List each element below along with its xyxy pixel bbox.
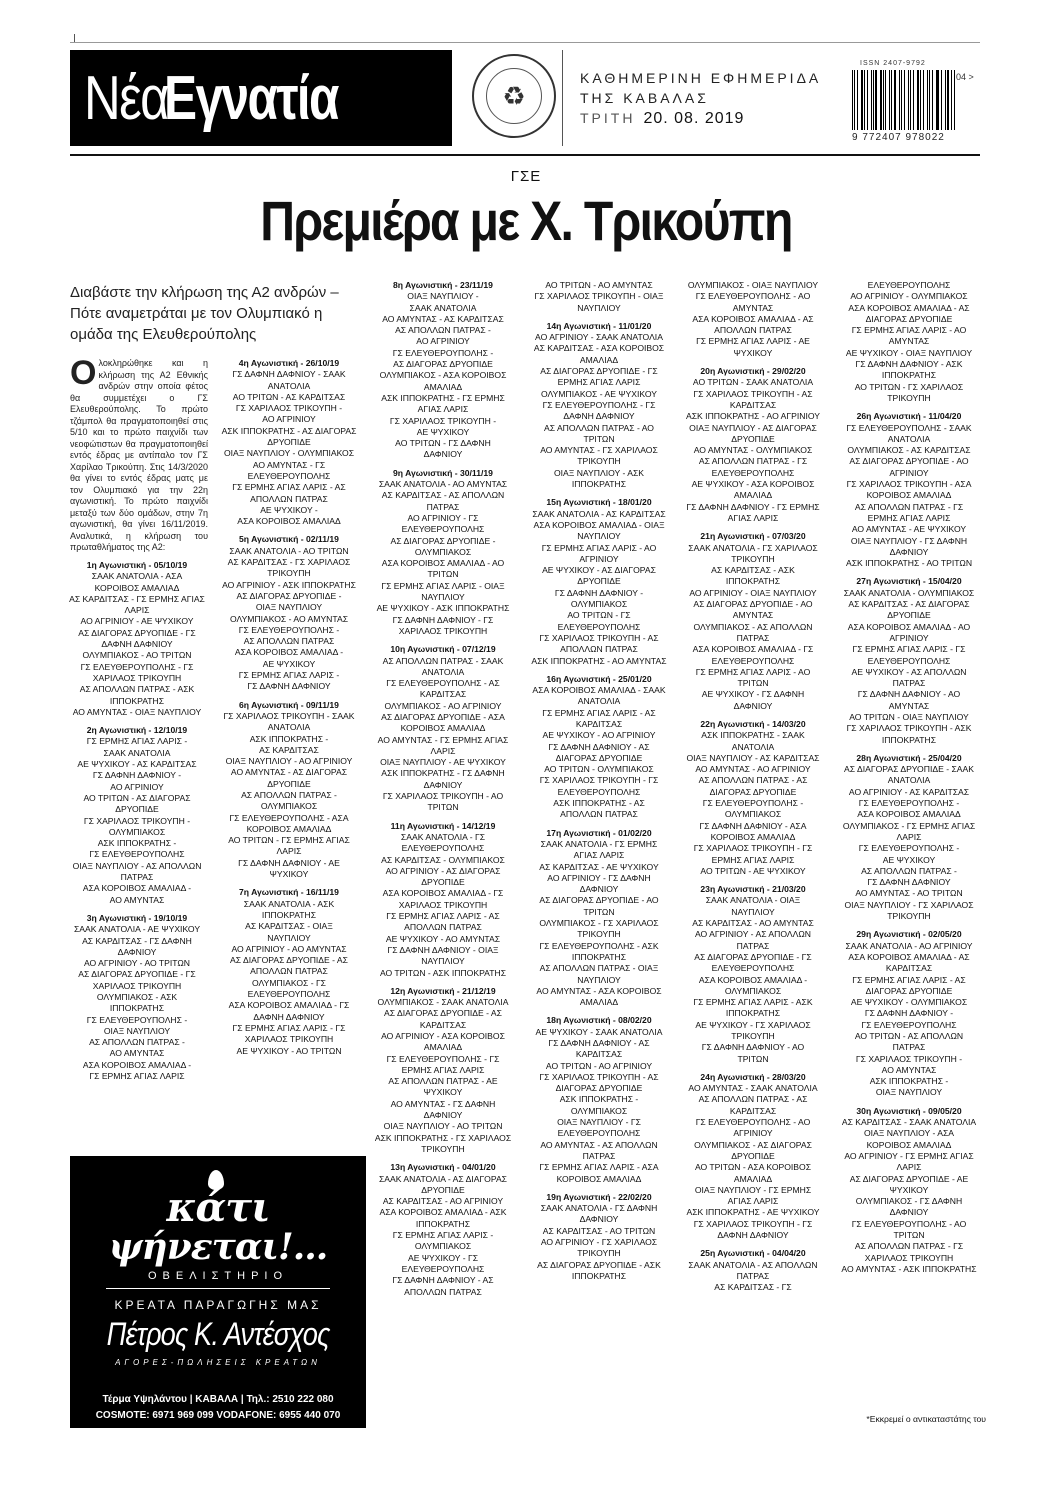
round-matches: ΟΛΥΜΠΙΑΚΟΣ - ΟΙΑΞ ΝΑΥΠΛΙΟΥ ΓΣ ΕΛΕΥΘΕΡΟΥΠΟΛΗΣ - ΑΟ ΑΜΥΝΤΑΣ ΑΣΑ ΚΟΡΟΙΒΟΣ ΑΜΑΛΙΑΔ - ΑΣ ΑΠΟΛΛΩΝ ΠΑΤΡΑΣ ΓΣ ΕΡΜΗΣ ΑΓΙΑΣ ΛΑΡΙΣ - ΑΕ ΨΥΧΙΚΟΥ [687,280,819,358]
ad-owner [70,1316,366,1353]
round-block [836,753,982,922]
barcode-stripe [852,70,853,130]
masthead-logo [70,50,452,146]
barcode-stripe [857,70,858,130]
round-block [526,674,672,821]
barcode-stripe [941,70,942,130]
round-block [64,913,210,1082]
article-dropcap: Ο [70,354,97,392]
masthead-title-bold: Εγνατία [164,63,339,133]
round-matches: ΑΣΚ ΙΠΠΟΚΡΑΤΗΣ - ΣΑΑΚ ΑΝΑΤΟΛΙΑ ΟΙΑΞ ΝΑΥΠΛΙΟΥ - ΑΣ ΚΑΡΔΙΤΣΑΣ ΑΟ ΑΜΥΝΤΑΣ - ΑΟ ΑΓΡΙΝΙΟΥ ΑΣ ΑΠΟΛΛΩΝ ΠΑΤΡΑΣ - ΑΣ ΔΙΑΓΟΡΑΣ ΔΡΥΟΠΙΔΕ ΓΣ ΕΛΕΥΘΕΡΟΥΠΟΛΗΣ - ΟΛΥΜΠΙΑΚΟΣ ΓΣ ΔΑΦΝΗ ΔΑΦΝΙΟΥ - ΑΣΑ ΚΟΡΟΙΒΟΣ ΑΜΑΛΙΑΔ ΓΣ ΧΑΡΙΛΑΟΣ ΤΡΙΚΟΥΠΗ - ΓΣ ΕΡΜΗΣ ΑΓΙΑΣ ΛΑΡΙΣ ΑΟ ΤΡΙΤΩΝ - ΑΕ ΨΥΧΙΚΟΥ [686,730,820,876]
paper-info-line1: ΚΑΘΗΜΕΡΙΝΗ ΕΦΗΜΕΡΙΔΑ [580,70,822,86]
masthead-title-light: Νέα [84,63,168,133]
round-matches: ΣΑΑΚ ΑΝΑΤΟΛΙΑ - ΓΣ ΕΡΜΗΣ ΑΓΙΑΣ ΛΑΡΙΣ ΑΣ ΚΑΡΔΙΤΣΑΣ - ΑΕ ΨΥΧΙΚΟΥ ΑΟ ΑΓΡΙΝΙΟΥ - ΓΣ ΔΑΦΝΗ ΔΑΦΝΙΟΥ ΑΣ ΔΙΑΓΟΡΑΣ ΔΡΥΟΠΙΔΕ - ΑΟ ΤΡΙΤΩΝ ΟΛΥΜΠΙΑΚΟΣ - ΓΣ ΧΑΡΙΛΑΟΣ ΤΡΙΚΟΥΠΗ ΓΣ ΕΛΕΥΘΕΡΟΥΠΟΛΗΣ - ΑΣΚ ΙΠΠΟΚΡΑΤΗΣ ΑΣ ΑΠΟΛΛΩΝ ΠΑΤΡΑΣ - ΟΙΑΞ ΝΑΥΠΛΙΟΥ ΑΟ ΑΜΥΝΤΑΣ - ΑΣΑ ΚΟΡΟΙΒΟΣ ΑΜΑΛΙΑΔ [536,838,662,1008]
advertisement[interactable] [70,1156,366,1428]
round-title: 10η Αγωνιστική - 07/12/19 [390,644,496,655]
top-rule [70,42,980,43]
round-matches: ΣΑΑΚ ΑΝΑΤΟΛΙΑ - ΑΣ ΚΑΡΔΙΤΣΑΣ ΑΣΑ ΚΟΡΟΙΒΟΣ ΑΜΑΛΙΑΔ - ΟΙΑΞ ΝΑΥΠΛΙΟΥ ΓΣ ΕΡΜΗΣ ΑΓΙΑΣ ΛΑΡΙΣ - ΑΟ ΑΓΡΙΝΙΟΥ ΑΕ ΨΥΧΙΚΟΥ - ΑΣ ΔΙΑΓΟΡΑΣ ΔΡΥΟΠΙΔΕ ΓΣ ΔΑΦΝΗ ΔΑΦΝΙΟΥ - ΟΛΥΜΠΙΑΚΟΣ ΑΟ ΤΡΙΤΩΝ - ΓΣ ΕΛΕΥΘΕΡΟΥΠΟΛΗΣ ΓΣ ΧΑΡΙΛΑΟΣ ΤΡΙΚΟΥΠΗ - ΑΣ ΑΠΟΛΛΩΝ ΠΑΤΡΑΣ ΑΣΚ ΙΠΠΟΚΡΑΤΗΣ - ΑΟ ΑΜΥΝΤΑΣ [531,508,667,666]
barcode-stripe [891,70,892,130]
barcode-stripe [904,70,905,130]
ad-brand-line1: κάτι [166,1184,270,1231]
top-tick [74,34,75,42]
article-standfirst: Διαβάστε την κλήρωση της Α2 ανδρών – Πότε αναμετράται με τον Ολυμπιακό η ομάδα της Ελευθερούπολης [70,284,339,343]
round-title: 16η Αγωνιστική - 25/01/20 [546,673,652,684]
round-block [526,321,672,490]
round-continuation [836,280,982,404]
barcode-stripe [894,70,896,130]
round-matches: ΑΟ ΑΓΡΙΝΙΟΥ - ΣΑΑΚ ΑΝΑΤΟΛΙΑ ΑΣ ΚΑΡΔΙΤΣΑΣ - ΑΣΑ ΚΟΡΟΙΒΟΣ ΑΜΑΛΙΑΔ ΑΣ ΔΙΑΓΟΡΑΣ ΔΡΥΟΠΙΔΕ - ΓΣ ΕΡΜΗΣ ΑΓΙΑΣ ΛΑΡΙΣ ΟΛΥΜΠΙΑΚΟΣ - ΑΕ ΨΥΧΙΚΟΥ ΓΣ ΕΛΕΥΘΕΡΟΥΠΟΛΗΣ - ΓΣ ΔΑΦΝΗ ΔΑΦΝΙΟΥ ΑΣ ΑΠΟΛΛΩΝ ΠΑΤΡΑΣ - ΑΟ ΤΡΙΤΩΝ ΑΟ ΑΜΥΝΤΑΣ - ΓΣ ΧΑΡΙΛΑΟΣ ΤΡΙΚΟΥΠΗ ΟΙΑΞ ΝΑΥΠΛΙΟΥ - ΑΣΚ ΙΠΠΟΚΡΑΤΗΣ [533,332,665,490]
round-matches: ΑΟ ΑΜΥΝΤΑΣ - ΣΑΑΚ ΑΝΑΤΟΛΙΑ ΑΣ ΑΠΟΛΛΩΝ ΠΑΤΡΑΣ - ΑΣ ΚΑΡΔΙΤΣΑΣ ΓΣ ΕΛΕΥΘΕΡΟΥΠΟΛΗΣ - ΑΟ ΑΓΡΙΝΙΟΥ ΟΛΥΜΠΙΑΚΟΣ - ΑΣ ΔΙΑΓΟΡΑΣ ΔΡΥΟΠΙΔΕ ΑΟ ΤΡΙΤΩΝ - ΑΣΑ ΚΟΡΟΙΒΟΣ ΑΜΑΛΙΑΔ ΟΙΑΞ ΝΑΥΠΛΙΟΥ - ΓΣ ΕΡΜΗΣ ΑΓΙΑΣ ΛΑΡΙΣ ΑΣΚ ΙΠΠΟΚΡΑΤΗΣ - ΑΕ ΨΥΧΙΚΟΥ ΓΣ ΧΑΡΙΛΑΟΣ ΤΡΙΚΟΥΠΗ - ΓΣ ΔΑΦΝΗ ΔΑΦΝΙΟΥ [686,1083,820,1241]
article-headline-text: Πρεμιέρα με Χ. Τρικούπη [260,189,792,252]
round-title: 12η Αγωνιστική - 21/12/19 [390,985,496,996]
round-title: 28η Αγωνιστική - 25/04/20 [856,752,962,763]
barcode-stripe [901,70,902,130]
barcode-stripe [880,70,882,130]
round-title: 25η Αγωνιστική - 04/04/20 [700,1248,806,1259]
article-kicker: ΓΣΕ [510,168,542,185]
round-block [836,411,982,569]
schedule-column-2 [216,358,362,1064]
round-block [216,358,362,527]
barcode-stripe [917,70,919,130]
round-block [680,531,826,712]
round-title: 5η Αγωνιστική - 02/11/19 [239,534,339,545]
round-matches: ΣΑΑΚ ΑΝΑΤΟΛΙΑ - ΑΟ ΑΜΥΝΤΑΣ ΑΣ ΚΑΡΔΙΤΣΑΣ - ΑΣ ΑΠΟΛΛΩΝ ΠΑΤΡΑΣ ΑΟ ΑΓΡΙΝΙΟΥ - ΓΣ ΕΛΕΥΘΕΡΟΥΠΟΛΗΣ ΑΣ ΔΙΑΓΟΡΑΣ ΔΡΥΟΠΙΔΕ - ΟΛΥΜΠΙΑΚΟΣ ΑΣΑ ΚΟΡΟΙΒΟΣ ΑΜΑΛΙΑΔ - ΑΟ ΤΡΙΤΩΝ ΓΣ ΕΡΜΗΣ ΑΓΙΑΣ ΛΑΡΙΣ - ΟΙΑΞ ΝΑΥΠΛΙΟΥ ΑΕ ΨΥΧΙΚΟΥ - ΑΣΚ ΙΠΠΟΚΡΑΤΗΣ ΓΣ ΔΑΦΝΗ ΔΑΦΝΙΟΥ - ΓΣ ΧΑΡΙΛΑΟΣ ΤΡΙΚΟΥΠΗ [376,479,510,636]
ad-brand-line2: ψήνεται!... [108,1226,328,1268]
round-block [526,1192,672,1282]
ad-phones: COSMOTE: 6971 969 099 VODAFONE: 6955 440 070 [95,1410,341,1421]
ad-tagline: ΚΡΕΑΤΑ ΠΑΡΑΓΩΓΗΣ ΜΑΣ [114,1298,322,1312]
round-matches: ΣΑΑΚ ΑΝΑΤΟΛΙΑ - ΑΟ ΑΓΡΙΝΙΟΥ ΑΣΑ ΚΟΡΟΙΒΟΣ ΑΜΑΛΙΑΔ - ΑΣ ΚΑΡΔΙΤΣΑΣ ΓΣ ΕΡΜΗΣ ΑΓΙΑΣ ΛΑΡΙΣ - ΑΣ ΔΙΑΓΟΡΑΣ ΔΡΥΟΠΙΔΕ ΑΕ ΨΥΧΙΚΟΥ - ΟΛΥΜΠΙΑΚΟΣ ΓΣ ΔΑΦΝΗ ΔΑΦΝΙΟΥ - ΓΣ ΕΛΕΥΘΕΡΟΥΠΟΛΗΣ ΑΟ ΤΡΙΤΩΝ - ΑΣ ΑΠΟΛΛΩΝ ΠΑΤΡΑΣ ΓΣ ΧΑΡΙΛΑΟΣ ΤΡΙΚΟΥΠΗ - ΑΟ ΑΜΥΝΤΑΣ ΑΣΚ ΙΠΠΟΚΡΑΤΗΣ - ΟΙΑΞ ΝΑΥΠΛΙΟΥ [845,940,973,1098]
round-title: 7η Αγωνιστική - 16/11/19 [239,887,339,898]
article-intro-text: λοκληρώθηκε και η κλήρωση της Α2 Εθνικής ανδρών στην οποία φέτος θα συμμετέχει ο ΓΣ Ελευθερούπολης. Το πρώτο τζάμπολ θα πραγματοποιηθεί στις 5/10 και το πρώτο παιχνίδι των νεοφώτιστων θα πραγματοποιηθεί εντός έδρας με αντίπαλο τον ΓΣ Χαρίλαο Τρικούπη. Στις 14/3/2020 θα γίνει το εντός έδρας ματς με τον Ολυμπιακό για την 22η αγωνιστική. Το πρώτο παιχνίδι μεταξύ των δύο ομάδων, στην 7η αγωνιστική, θα γίνει 16/11/2019. Αναλυτικά, η κλήρωση του πρωταθλήματος της Α2: [70,358,208,552]
barcode-stripe [932,70,933,130]
round-matches: ΟΛΥΜΠΙΑΚΟΣ - ΣΑΑΚ ΑΝΑΤΟΛΙΑ ΑΣ ΔΙΑΓΟΡΑΣ ΔΡΥΟΠΙΔΕ - ΑΣ ΚΑΡΔΙΤΣΑΣ ΑΟ ΑΓΡΙΝΙΟΥ - ΑΣΑ ΚΟΡΟΙΒΟΣ ΑΜΑΛΙΑΔ ΓΣ ΕΛΕΥΘΕΡΟΥΠΟΛΗΣ - ΓΣ ΕΡΜΗΣ ΑΓΙΑΣ ΛΑΡΙΣ ΑΣ ΑΠΟΛΛΩΝ ΠΑΤΡΑΣ - ΑΕ ΨΥΧΙΚΟΥ ΑΟ ΑΜΥΝΤΑΣ - ΓΣ ΔΑΦΝΗ ΔΑΦΝΙΟΥ ΟΙΑΞ ΝΑΥΠΛΙΟΥ - ΑΟ ΤΡΙΤΩΝ ΑΣΚ ΙΠΠΟΚΡΑΤΗΣ - ΓΣ ΧΑΡΙΛΑΟΣ ΤΡΙΚΟΥΠΗ [374,997,512,1154]
ad-divider [106,1288,330,1289]
issue-day: ΤΡΙΤΗ [580,110,636,126]
paper-info [580,68,821,129]
round-matches: ΣΑΑΚ ΑΝΑΤΟΛΙΑ - ΓΣ ΔΑΦΝΗ ΔΑΦΝΙΟΥ ΑΣ ΚΑΡΔΙΤΣΑΣ - ΑΟ ΤΡΙΤΩΝ ΑΟ ΑΓΡΙΝΙΟΥ - ΓΣ ΧΑΡΙΛΑΟΣ ΤΡΙΚΟΥΠΗ ΑΣ ΔΙΑΓΟΡΑΣ ΔΡΥΟΠΙΔΕ - ΑΣΚ ΙΠΠΟΚΡΑΤΗΣ [537,1203,661,1281]
barcode-stripe [871,70,872,130]
round-matches: ΣΑΑΚ ΑΝΑΤΟΛΙΑ - ΟΙΑΞ ΝΑΥΠΛΙΟΥ ΑΣ ΚΑΡΔΙΤΣΑΣ - ΑΟ ΑΜΥΝΤΑΣ ΑΟ ΑΓΡΙΝΙΟΥ - ΑΣ ΑΠΟΛΛΩΝ ΠΑΤΡΑΣ ΑΣ ΔΙΑΓΟΡΑΣ ΔΡΥΟΠΙΔΕ - ΓΣ ΕΛΕΥΘΕΡΟΥΠΟΛΗΣ ΑΣΑ ΚΟΡΟΙΒΟΣ ΑΜΑΛΙΑΔ - ΟΛΥΜΠΙΑΚΟΣ ΓΣ ΕΡΜΗΣ ΑΓΙΑΣ ΛΑΡΙΣ - ΑΣΚ ΙΠΠΟΚΡΑΤΗΣ ΑΕ ΨΥΧΙΚΟΥ - ΓΣ ΧΑΡΙΛΑΟΣ ΤΡΙΚΟΥΠΗ ΓΣ ΔΑΦΝΗ ΔΑΦΝΙΟΥ - ΑΟ ΤΡΙΤΩΝ [692,895,814,1064]
round-title: 6η Αγωνιστική - 09/11/19 [239,699,339,710]
round-title: 2η Αγωνιστική - 12/10/19 [86,725,188,736]
round-title: 11η Αγωνιστική - 14/12/19 [390,820,496,831]
ad-sales: ΑΓΟΡΕΣ-ΠΩΛΗΣΕΙΣ ΚΡΕΑΤΩΝ [115,1358,321,1367]
round-matches: ΣΑΑΚ ΑΝΑΤΟΛΙΑ - ΓΣ ΕΛΕΥΘΕΡΟΥΠΟΛΗΣ ΑΣ ΚΑΡΔΙΤΣΑΣ - ΟΛΥΜΠΙΑΚΟΣ ΑΟ ΑΓΡΙΝΙΟΥ - ΑΣ ΔΙΑΓΟΡΑΣ ΔΡΥΟΠΙΔΕ ΑΣΑ ΚΟΡΟΙΒΟΣ ΑΜΑΛΙΑΔ - ΓΣ ΧΑΡΙΛΑΟΣ ΤΡΙΚΟΥΠΗ ΓΣ ΕΡΜΗΣ ΑΓΙΑΣ ΛΑΡΙΣ - ΑΣ ΑΠΟΛΛΩΝ ΠΑΤΡΑΣ ΑΕ ΨΥΧΙΚΟΥ - ΑΟ ΑΜΥΝΤΑΣ ΓΣ ΔΑΦΝΗ ΔΑΦΝΙΟΥ - ΟΙΑΞ ΝΑΥΠΛΙΟΥ ΑΟ ΤΡΙΤΩΝ - ΑΣΚ ΙΠΠΟΚΡΑΤΗΣ [379,831,507,978]
round-block [680,1248,826,1293]
round-matches: ΓΣ ΕΛΕΥΘΕΡΟΥΠΟΛΗΣ - ΣΑΑΚ ΑΝΑΤΟΛΙΑ ΟΛΥΜΠΙΑΚΟΣ - ΑΣ ΚΑΡΔΙΤΣΑΣ ΑΣ ΔΙΑΓΟΡΑΣ ΔΡΥΟΠΙΔΕ - ΑΟ ΑΓΡΙΝΙΟΥ ΓΣ ΧΑΡΙΛΑΟΣ ΤΡΙΚΟΥΠΗ - ΑΣΑ ΚΟΡΟΙΒΟΣ ΑΜΑΛΙΑΔ ΑΣ ΑΠΟΛΛΩΝ ΠΑΤΡΑΣ - ΓΣ ΕΡΜΗΣ ΑΓΙΑΣ ΛΑΡΙΣ ΑΟ ΑΜΥΝΤΑΣ - ΑΕ ΨΥΧΙΚΟΥ ΟΙΑΞ ΝΑΥΠΛΙΟΥ - ΓΣ ΔΑΦΝΗ ΔΑΦΝΙΟΥ ΑΣΚ ΙΠΠΟΚΡΑΤΗΣ - ΑΟ ΤΡΙΤΩΝ [845,422,973,569]
barcode-number: 9 772407 978022 [852,132,945,143]
round-continuation [680,280,826,359]
paper-info-line2: ΤΗΣ ΚΑΒΑΛΑΣ [580,90,709,106]
round-block [370,821,516,979]
article-headline [0,188,1052,253]
article-intro [70,354,208,554]
round-matches: ΑΣ ΑΠΟΛΛΩΝ ΠΑΤΡΑΣ - ΣΑΑΚ ΑΝΑΤΟΛΙΑ ΓΣ ΕΛΕΥΘΕΡΟΥΠΟΛΗΣ - ΑΣ ΚΑΡΔΙΤΣΑΣ ΟΛΥΜΠΙΑΚΟΣ - ΑΟ ΑΓΡΙΝΙΟΥ ΑΣ ΔΙΑΓΟΡΑΣ ΔΡΥΟΠΙΔΕ - ΑΣΑ ΚΟΡΟΙΒΟΣ ΑΜΑΛΙΑΔ ΑΟ ΑΜΥΝΤΑΣ - ΓΣ ΕΡΜΗΣ ΑΓΙΑΣ ΛΑΡΙΣ ΟΙΑΞ ΝΑΥΠΛΙΟΥ - ΑΕ ΨΥΧΙΚΟΥ ΑΣΚ ΙΠΠΟΚΡΑΤΗΣ - ΓΣ ΔΑΦΝΗ ΔΑΦΝΙΟΥ ΓΣ ΧΑΡΙΛΑΟΣ ΤΡΙΚΟΥΠΗ - ΑΟ ΤΡΙΤΩΝ [377,655,509,813]
barcode-stripe [920,70,921,130]
round-title: 27η Αγωνιστική - 15/04/20 [856,576,962,587]
issue-date-row [580,108,821,129]
barcode-stripe [936,70,937,130]
schedule-column-6 [836,280,982,1282]
round-block [680,1072,826,1241]
round-matches: ΣΑΑΚ ΑΝΑΤΟΛΙΑ - ΑΕ ΨΥΧΙΚΟΥ ΑΣ ΚΑΡΔΙΤΣΑΣ - ΓΣ ΔΑΦΝΗ ΔΑΦΝΙΟΥ ΑΟ ΑΓΡΙΝΙΟΥ - ΑΟ ΤΡΙΤΩΝ ΑΣ ΔΙΑΓΟΡΑΣ ΔΡΥΟΠΙΔΕ - ΓΣ ΧΑΡΙΛΑΟΣ ΤΡΙΚΟΥΠΗ ΟΛΥΜΠΙΑΚΟΣ - ΑΣΚ ΙΠΠΟΚΡΑΤΗΣ ΓΣ ΕΛΕΥΘΕΡΟΥΠΟΛΗΣ - ΟΙΑΞ ΝΑΥΠΛΙΟΥ ΑΣ ΑΠΟΛΛΩΝ ΠΑΤΡΑΣ - ΑΟ ΑΜΥΝΤΑΣ ΑΣΑ ΚΟΡΟΙΒΟΣ ΑΜΑΛΙΑΔ - ΓΣ ΕΡΜΗΣ ΑΓΙΑΣ ΛΑΡΙΣ [73,924,201,1082]
barcode-stripe [875,70,876,130]
round-title: 8η Αγωνιστική - 23/11/19 [393,280,493,290]
issue-date: 20. 08. 2019 [643,110,745,127]
barcode-stripe [908,70,909,130]
round-block [836,576,982,745]
round-title: 1η Αγωνιστική - 05/10/19 [86,560,188,570]
round-block [370,986,516,1155]
barcode-issue: 04 > [956,72,974,82]
round-title: 20η Αγωνιστική - 29/02/20 [700,366,806,377]
round-matches: ΟΙΑΞ ΝΑΥΠΛΙΟΥ - ΣΑΑΚ ΑΝΑΤΟΛΙΑ ΑΟ ΑΜΥΝΤΑΣ - ΑΣ ΚΑΡΔΙΤΣΑΣ ΑΣ ΑΠΟΛΛΩΝ ΠΑΤΡΑΣ - ΑΟ ΑΓΡΙΝΙΟΥ ΓΣ ΕΛΕΥΘΕΡΟΥΠΟΛΗΣ - ΑΣ ΔΙΑΓΟΡΑΣ ΔΡΥΟΠΙΔΕ ΟΛΥΜΠΙΑΚΟΣ - ΑΣΑ ΚΟΡΟΙΒΟΣ ΑΜΑΛΙΑΔ ΑΣΚ ΙΠΠΟΚΡΑΤΗΣ - ΓΣ ΕΡΜΗΣ ΑΓΙΑΣ ΛΑΡΙΣ ΓΣ ΧΑΡΙΛΑΟΣ ΤΡΙΚΟΥΠΗ - ΑΕ ΨΥΧΙΚΟΥ ΑΟ ΤΡΙΤΩΝ - ΓΣ ΔΑΦΝΗ ΔΑΦΝΙΟΥ [379,291,507,460]
round-title: 30η Αγωνιστική - 09/05/20 [856,1105,962,1116]
round-block [526,1015,672,1184]
barcode-stripe [854,70,855,130]
round-matches: ΑΣ ΚΑΡΔΙΤΣΑΣ - ΣΑΑΚ ΑΝΑΤΟΛΙΑ ΟΙΑΞ ΝΑΥΠΛΙΟΥ - ΑΣΑ ΚΟΡΟΙΒΟΣ ΑΜΑΛΙΑΔ ΑΟ ΑΓΡΙΝΙΟΥ - ΓΣ ΕΡΜΗΣ ΑΓΙΑΣ ΛΑΡΙΣ ΑΣ ΔΙΑΓΟΡΑΣ ΔΡΥΟΠΙΔΕ - ΑΕ ΨΥΧΙΚΟΥ ΟΛΥΜΠΙΑΚΟΣ - ΓΣ ΔΑΦΝΗ ΔΑΦΝΙΟΥ ΓΣ ΕΛΕΥΘΕΡΟΥΠΟΛΗΣ - ΑΟ ΤΡΙΤΩΝ ΑΣ ΑΠΟΛΛΩΝ ΠΑΤΡΑΣ - ΓΣ ΧΑΡΙΛΑΟΣ ΤΡΙΚΟΥΠΗ ΑΟ ΑΜΥΝΤΑΣ - ΑΣΚ ΙΠΠΟΚΡΑΤΗΣ [841,1117,977,1274]
barcode-stripe [927,70,928,130]
round-matches: ΑΟ ΤΡΙΤΩΝ - ΑΟ ΑΜΥΝΤΑΣ ΓΣ ΧΑΡΙΛΑΟΣ ΤΡΙΚΟΥΠΗ - ΟΙΑΞ ΝΑΥΠΛΙΟΥ [534,280,664,313]
round-title: 29η Αγωνιστική - 02/05/20 [856,929,962,940]
round-block [216,700,362,881]
barcode-stripe [864,70,865,130]
round-title: 21η Αγωνιστική - 07/03/20 [700,531,806,542]
header-rule [70,154,980,156]
round-title: 14η Αγωνιστική - 11/01/20 [546,320,652,331]
round-block [216,534,362,692]
round-title: 23η Αγωνιστική - 21/03/20 [700,884,806,895]
barcode-stripe [910,70,911,130]
round-matches: ΑΟ ΤΡΙΤΩΝ - ΣΑΑΚ ΑΝΑΤΟΛΙΑ ΓΣ ΧΑΡΙΛΑΟΣ ΤΡΙΚΟΥΠΗ - ΑΣ ΚΑΡΔΙΤΣΑΣ ΑΣΚ ΙΠΠΟΚΡΑΤΗΣ - ΑΟ ΑΓΡΙΝΙΟΥ ΟΙΑΞ ΝΑΥΠΛΙΟΥ - ΑΣ ΔΙΑΓΟΡΑΣ ΔΡΥΟΠΙΔΕ ΑΟ ΑΜΥΝΤΑΣ - ΟΛΥΜΠΙΑΚΟΣ ΑΣ ΑΠΟΛΛΩΝ ΠΑΤΡΑΣ - ΓΣ ΕΛΕΥΘΕΡΟΥΠΟΛΗΣ ΑΕ ΨΥΧΙΚΟΥ - ΑΣΑ ΚΟΡΟΙΒΟΣ ΑΜΑΛΙΑΔ ΓΣ ΔΑΦΝΗ ΔΑΦΝΙΟΥ - ΓΣ ΕΡΜΗΣ ΑΓΙΑΣ ΛΑΡΙΣ [686,377,820,523]
round-matches: ΣΑΑΚ ΑΝΑΤΟΛΙΑ - ΑΣ ΔΙΑΓΟΡΑΣ ΔΡΥΟΠΙΔΕ ΑΣ ΚΑΡΔΙΤΣΑΣ - ΑΟ ΑΓΡΙΝΙΟΥ ΑΣΑ ΚΟΡΟΙΒΟΣ ΑΜΑΛΙΑΔ - ΑΣΚ ΙΠΠΟΚΡΑΤΗΣ ΓΣ ΕΡΜΗΣ ΑΓΙΑΣ ΛΑΡΙΣ - ΟΛΥΜΠΙΑΚΟΣ ΑΕ ΨΥΧΙΚΟΥ - ΓΣ ΕΛΕΥΘΕΡΟΥΠΟΛΗΣ ΓΣ ΔΑΦΝΗ ΔΑΦΝΙΟΥ - ΑΣ ΑΠΟΛΛΩΝ ΠΑΤΡΑΣ [379,1173,507,1297]
round-title: 3η Αγωνιστική - 19/10/19 [86,912,188,923]
round-title: 15η Αγωνιστική - 18/01/20 [546,497,652,508]
round-matches: ΓΣ ΔΑΦΝΗ ΔΑΦΝΙΟΥ - ΣΑΑΚ ΑΝΑΤΟΛΙΑ ΑΟ ΤΡΙΤΩΝ - ΑΣ ΚΑΡΔΙΤΣΑΣ ΓΣ ΧΑΡΙΛΑΟΣ ΤΡΙΚΟΥΠΗ - ΑΟ ΑΓΡΙΝΙΟΥ ΑΣΚ ΙΠΠΟΚΡΑΤΗΣ - ΑΣ ΔΙΑΓΟΡΑΣ ΔΡΥΟΠΙΔΕ ΟΙΑΞ ΝΑΥΠΛΙΟΥ - ΟΛΥΜΠΙΑΚΟΣ ΑΟ ΑΜΥΝΤΑΣ - ΓΣ ΕΛΕΥΘΕΡΟΥΠΟΛΗΣ ΓΣ ΕΡΜΗΣ ΑΓΙΑΣ ΛΑΡΙΣ - ΑΣ ΑΠΟΛΛΩΝ ΠΑΤΡΑΣ ΑΕ ΨΥΧΙΚΟΥ - ΑΣΑ ΚΟΡΟΙΒΟΣ ΑΜΑΛΙΑΔ [221,369,357,527]
article-footnote: *Εκκρεμεί ο αντικαταστάτης του [866,1414,986,1424]
round-block [216,887,362,1056]
barcode-stripe [889,70,890,130]
round-block [836,1106,982,1275]
round-block [526,497,672,666]
ad-address: Τέρμα Υψηλάντου | ΚΑΒΑΛΑ | Τηλ.: 2510 222 080 [102,1394,334,1405]
barcode-stripe [861,70,863,130]
masthead-divider [562,50,563,146]
round-matches: ΣΑΑΚ ΑΝΑΤΟΛΙΑ - ΑΣΑ ΚΟΡΟΙΒΟΣ ΑΜΑΛΙΑΔ ΑΣ ΚΑΡΔΙΤΣΑΣ - ΓΣ ΕΡΜΗΣ ΑΓΙΑΣ ΛΑΡΙΣ ΑΟ ΑΓΡΙΝΙΟΥ - ΑΕ ΨΥΧΙΚΟΥ ΑΣ ΔΙΑΓΟΡΑΣ ΔΡΥΟΠΙΔΕ - ΓΣ ΔΑΦΝΗ ΔΑΦΝΙΟΥ ΟΛΥΜΠΙΑΚΟΣ - ΑΟ ΤΡΙΤΩΝ ΓΣ ΕΛΕΥΘΕΡΟΥΠΟΛΗΣ - ΓΣ ΧΑΡΙΛΑΟΣ ΤΡΙΚΟΥΠΗ ΑΣ ΑΠΟΛΛΩΝ ΠΑΤΡΑΣ - ΑΣΚ ΙΠΠΟΚΡΑΤΗΣ ΑΟ ΑΜΥΝΤΑΣ - ΟΙΑΞ ΝΑΥΠΛΙΟΥ [69,571,205,717]
recycle-seal [472,54,556,138]
barcode-stripe [867,70,868,130]
round-block [836,929,982,1098]
issn-label: ISSN 2407-9792 [860,60,926,67]
barcode-stripe [923,70,924,130]
round-block [680,884,826,1065]
round-matches: ΑΣ ΔΙΑΓΟΡΑΣ ΔΡΥΟΠΙΔΕ - ΣΑΑΚ ΑΝΑΤΟΛΙΑ ΑΟ ΑΓΡΙΝΙΟΥ - ΑΣ ΚΑΡΔΙΤΣΑΣ ΓΣ ΕΛΕΥΘΕΡΟΥΠΟΛΗΣ - ΑΣΑ ΚΟΡΟΙΒΟΣ ΑΜΑΛΙΑΔ ΟΛΥΜΠΙΑΚΟΣ - ΓΣ ΕΡΜΗΣ ΑΓΙΑΣ ΛΑΡΙΣ ΓΣ ΕΛΕΥΘΕΡΟΥΠΟΛΗΣ - ΑΕ ΨΥΧΙΚΟΥ ΑΣ ΑΠΟΛΛΩΝ ΠΑΤΡΑΣ - ΓΣ ΔΑΦΝΗ ΔΑΦΝΙΟΥ ΑΟ ΑΜΥΝΤΑΣ - ΑΟ ΤΡΙΤΩΝ ΟΙΑΞ ΝΑΥΠΛΙΟΥ - ΓΣ ΧΑΡΙΛΑΟΣ ΤΡΙΚΟΥΠΗ [842,764,976,922]
barcode-stripe [951,70,952,130]
schedule-column-4 [526,280,672,1289]
barcode-stripe [899,70,900,130]
round-block [680,719,826,877]
round-block [680,366,826,524]
round-title: 17η Αγωνιστική - 01/02/20 [546,827,652,838]
barcode-stripe [929,70,930,130]
round-block [370,644,516,813]
round-title: 9η Αγωνιστική - 30/11/19 [393,467,493,478]
round-matches: ΓΣ ΧΑΡΙΛΑΟΣ ΤΡΙΚΟΥΠΗ - ΣΑΑΚ ΑΝΑΤΟΛΙΑ ΑΣΚ ΙΠΠΟΚΡΑΤΗΣ - ΑΣ ΚΑΡΔΙΤΣΑΣ ΟΙΑΞ ΝΑΥΠΛΙΟΥ - ΑΟ ΑΓΡΙΝΙΟΥ ΑΟ ΑΜΥΝΤΑΣ - ΑΣ ΔΙΑΓΟΡΑΣ ΔΡΥΟΠΙΔΕ ΑΣ ΑΠΟΛΛΩΝ ΠΑΤΡΑΣ - ΟΛΥΜΠΙΑΚΟΣ ΓΣ ΕΛΕΥΘΕΡΟΥΠΟΛΗΣ - ΑΣΑ ΚΟΡΟΙΒΟΣ ΑΜΑΛΙΑΔ ΑΟ ΤΡΙΤΩΝ - ΓΣ ΕΡΜΗΣ ΑΓΙΑΣ ΛΑΡΙΣ ΓΣ ΔΑΦΝΗ ΔΑΦΝΙΟΥ - ΑΕ ΨΥΧΙΚΟΥ [223,710,355,880]
barcode-stripe [883,70,884,130]
barcode-stripe [885,70,886,130]
round-matches: ΓΣ ΕΡΜΗΣ ΑΓΙΑΣ ΛΑΡΙΣ - ΣΑΑΚ ΑΝΑΤΟΛΙΑ ΑΕ ΨΥΧΙΚΟΥ - ΑΣ ΚΑΡΔΙΤΣΑΣ ΓΣ ΔΑΦΝΗ ΔΑΦΝΙΟΥ - ΑΟ ΑΓΡΙΝΙΟΥ ΑΟ ΤΡΙΤΩΝ - ΑΣ ΔΙΑΓΟΡΑΣ ΔΡΥΟΠΙΔΕ ΓΣ ΧΑΡΙΛΑΟΣ ΤΡΙΚΟΥΠΗ - ΟΛΥΜΠΙΑΚΟΣ ΑΣΚ ΙΠΠΟΚΡΑΤΗΣ - ΓΣ ΕΛΕΥΘΕΡΟΥΠΟΛΗΣ ΟΙΑΞ ΝΑΥΠΛΙΟΥ - ΑΣ ΑΠΟΛΛΩΝ ΠΑΤΡΑΣ ΑΣΑ ΚΟΡΟΙΒΟΣ ΑΜΑΛΙΑΔ - ΑΟ ΑΜΥΝΤΑΣ [72,736,202,905]
round-block [370,280,516,461]
round-title: 13η Αγωνιστική - 04/01/20 [390,1162,496,1173]
round-matches: ΣΑΑΚ ΑΝΑΤΟΛΙΑ - ΓΣ ΧΑΡΙΛΑΟΣ ΤΡΙΚΟΥΠΗ ΑΣ ΚΑΡΔΙΤΣΑΣ - ΑΣΚ ΙΠΠΟΚΡΑΤΗΣ ΑΟ ΑΓΡΙΝΙΟΥ - ΟΙΑΞ ΝΑΥΠΛΙΟΥ ΑΣ ΔΙΑΓΟΡΑΣ ΔΡΥΟΠΙΔΕ - ΑΟ ΑΜΥΝΤΑΣ ΟΛΥΜΠΙΑΚΟΣ - ΑΣ ΑΠΟΛΛΩΝ ΠΑΤΡΑΣ ΑΣΑ ΚΟΡΟΙΒΟΣ ΑΜΑΛΙΑΔ - ΓΣ ΕΛΕΥΘΕΡΟΥΠΟΛΗΣ ΓΣ ΕΡΜΗΣ ΑΓΙΑΣ ΛΑΡΙΣ - ΑΟ ΤΡΙΤΩΝ ΑΕ ΨΥΧΙΚΟΥ - ΓΣ ΔΑΦΝΗ ΔΑΦΝΙΟΥ [688,542,818,711]
round-matches: ΣΑΑΚ ΑΝΑΤΟΛΙΑ - ΑΣ ΑΠΟΛΛΩΝ ΠΑΤΡΑΣ ΑΣ ΚΑΡΔΙΤΣΑΣ - ΓΣ [688,1259,818,1293]
round-block [370,1162,516,1298]
recycle-icon: ♻ [486,68,542,124]
round-block [64,560,210,718]
ad-subbrand: ΟΒΕΛΙΣΤΗΡΙΟ [147,1270,289,1282]
round-matches: ΕΛΕΥΘΕΡΟΥΠΟΛΗΣ ΑΟ ΑΓΡΙΝΙΟΥ - ΟΛΥΜΠΙΑΚΟΣ ΑΣΑ ΚΟΡΟΙΒΟΣ ΑΜΑΛΙΑΔ - ΑΣ ΔΙΑΓΟΡΑΣ ΔΡΥΟΠΙΔΕ ΓΣ ΕΡΜΗΣ ΑΓΙΑΣ ΛΑΡΙΣ - ΑΟ ΑΜΥΝΤΑΣ ΑΕ ΨΥΧΙΚΟΥ - ΟΙΑΞ ΝΑΥΠΛΙΟΥ ΓΣ ΔΑΦΝΗ ΔΑΦΝΙΟΥ - ΑΣΚ ΙΠΠΟΚΡΑΤΗΣ ΑΟ ΤΡΙΤΩΝ - ΓΣ ΧΑΡΙΛΑΟΣ ΤΡΙΚΟΥΠΗ [845,280,973,403]
barcode-stripe [913,70,914,130]
barcode-icon [852,70,956,130]
round-continuation [526,280,672,314]
barcode-stripe [947,70,948,130]
barcode-stripe [873,70,874,130]
schedule-column-1 [64,560,210,1089]
round-block [370,468,516,637]
round-title: 19η Αγωνιστική - 22/02/20 [546,1191,652,1202]
round-title: 4η Αγωνιστική - 26/10/19 [238,358,340,368]
schedule-column-3 [370,280,516,1305]
round-title: 18η Αγωνιστική - 08/02/20 [546,1015,652,1026]
ad-owner-text: Πέτρος Κ. Αντέσχος [106,1316,330,1352]
round-matches: ΑΕ ΨΥΧΙΚΟΥ - ΣΑΑΚ ΑΝΑΤΟΛΙΑ ΓΣ ΔΑΦΝΗ ΔΑΦΝΙΟΥ - ΑΣ ΚΑΡΔΙΤΣΑΣ ΑΟ ΤΡΙΤΩΝ - ΑΟ ΑΓΡΙΝΙΟΥ ΓΣ ΧΑΡΙΛΑΟΣ ΤΡΙΚΟΥΠΗ - ΑΣ ΔΙΑΓΟΡΑΣ ΔΡΥΟΠΙΔΕ ΑΣΚ ΙΠΠΟΚΡΑΤΗΣ - ΟΛΥΜΠΙΑΚΟΣ ΟΙΑΞ ΝΑΥΠΛΙΟΥ - ΓΣ ΕΛΕΥΘΕΡΟΥΠΟΛΗΣ ΑΟ ΑΜΥΝΤΑΣ - ΑΣ ΑΠΟΛΛΩΝ ΠΑΤΡΑΣ ΓΣ ΕΡΜΗΣ ΑΓΙΑΣ ΛΑΡΙΣ - ΑΣΑ ΚΟΡΟΙΒΟΣ ΑΜΑΛΙΑΔ [535,1026,663,1184]
barcode-stripe [937,70,939,130]
barcode-stripe [945,70,946,130]
round-matches: ΣΑΑΚ ΑΝΑΤΟΛΙΑ - ΑΣΚ ΙΠΠΟΚΡΑΤΗΣ ΑΣ ΚΑΡΔΙΤΣΑΣ - ΟΙΑΞ ΝΑΥΠΛΙΟΥ ΑΟ ΑΓΡΙΝΙΟΥ - ΑΟ ΑΜΥΝΤΑΣ ΑΣ ΔΙΑΓΟΡΑΣ ΔΡΥΟΠΙΔΕ - ΑΣ ΑΠΟΛΛΩΝ ΠΑΤΡΑΣ ΟΛΥΜΠΙΑΚΟΣ - ΓΣ ΕΛΕΥΘΕΡΟΥΠΟΛΗΣ ΑΣΑ ΚΟΡΟΙΒΟΣ ΑΜΑΛΙΑΔ - ΓΣ ΔΑΦΝΗ ΔΑΦΝΙΟΥ ΓΣ ΕΡΜΗΣ ΑΓΙΑΣ ΛΑΡΙΣ - ΓΣ ΧΑΡΙΛΑΟΣ ΤΡΙΚΟΥΠΗ ΑΕ ΨΥΧΙΚΟΥ - ΑΟ ΤΡΙΤΩΝ [228,898,350,1056]
round-block [64,725,210,906]
round-matches: ΣΑΑΚ ΑΝΑΤΟΛΙΑ - ΟΛΥΜΠΙΑΚΟΣ ΑΣ ΚΑΡΔΙΤΣΑΣ - ΑΣ ΔΙΑΓΟΡΑΣ ΔΡΥΟΠΙΔΕ ΑΣΑ ΚΟΡΟΙΒΟΣ ΑΜΑΛΙΑΔ - ΑΟ ΑΓΡΙΝΙΟΥ ΓΣ ΕΡΜΗΣ ΑΓΙΑΣ ΛΑΡΙΣ - ΓΣ ΕΛΕΥΘΕΡΟΥΠΟΛΗΣ ΑΕ ΨΥΧΙΚΟΥ - ΑΣ ΑΠΟΛΛΩΝ ΠΑΤΡΑΣ ΓΣ ΔΑΦΝΗ ΔΑΦΝΙΟΥ - ΑΟ ΑΜΥΝΤΑΣ ΑΟ ΤΡΙΤΩΝ - ΟΙΑΞ ΝΑΥΠΛΙΟΥ ΓΣ ΧΑΡΙΛΑΟΣ ΤΡΙΚΟΥΠΗ - ΑΣΚ ΙΠΠΟΚΡΑΤΗΣ [843,587,975,745]
round-title: 24η Αγωνιστική - 28/03/20 [700,1071,806,1082]
round-title: 26η Αγωνιστική - 11/04/20 [856,411,962,422]
round-matches: ΣΑΑΚ ΑΝΑΤΟΛΙΑ - ΑΟ ΤΡΙΤΩΝ ΑΣ ΚΑΡΔΙΤΣΑΣ - ΓΣ ΧΑΡΙΛΑΟΣ ΤΡΙΚΟΥΠΗ ΑΟ ΑΓΡΙΝΙΟΥ - ΑΣΚ ΙΠΠΟΚΡΑΤΗΣ ΑΣ ΔΙΑΓΟΡΑΣ ΔΡΥΟΠΙΔΕ - ΟΙΑΞ ΝΑΥΠΛΙΟΥ ΟΛΥΜΠΙΑΚΟΣ - ΑΟ ΑΜΥΝΤΑΣ ΓΣ ΕΛΕΥΘΕΡΟΥΠΟΛΗΣ - ΑΣ ΑΠΟΛΛΩΝ ΠΑΤΡΑΣ ΑΣΑ ΚΟΡΟΙΒΟΣ ΑΜΑΛΙΑΔ - ΑΕ ΨΥΧΙΚΟΥ ΓΣ ΕΡΜΗΣ ΑΓΙΑΣ ΛΑΡΙΣ - ΓΣ ΔΑΦΝΗ ΔΑΦΝΙΟΥ [222,545,356,692]
round-block [526,828,672,1009]
schedule-column-5 [680,280,826,1301]
round-title: 22η Αγωνιστική - 14/03/20 [700,718,806,729]
round-matches: ΑΣΑ ΚΟΡΟΙΒΟΣ ΑΜΑΛΙΑΔ - ΣΑΑΚ ΑΝΑΤΟΛΙΑ ΓΣ ΕΡΜΗΣ ΑΓΙΑΣ ΛΑΡΙΣ - ΑΣ ΚΑΡΔΙΤΣΑΣ ΑΕ ΨΥΧΙΚΟΥ - ΑΟ ΑΓΡΙΝΙΟΥ ΓΣ ΔΑΦΝΗ ΔΑΦΝΙΟΥ - ΑΣ ΔΙΑΓΟΡΑΣ ΔΡΥΟΠΙΔΕ ΑΟ ΤΡΙΤΩΝ - ΟΛΥΜΠΙΑΚΟΣ ΓΣ ΧΑΡΙΛΑΟΣ ΤΡΙΚΟΥΠΗ - ΓΣ ΕΛΕΥΘΕΡΟΥΠΟΛΗΣ ΑΣΚ ΙΠΠΟΚΡΑΤΗΣ - ΑΣ ΑΠΟΛΛΩΝ ΠΑΤΡΑΣ [532,685,666,820]
